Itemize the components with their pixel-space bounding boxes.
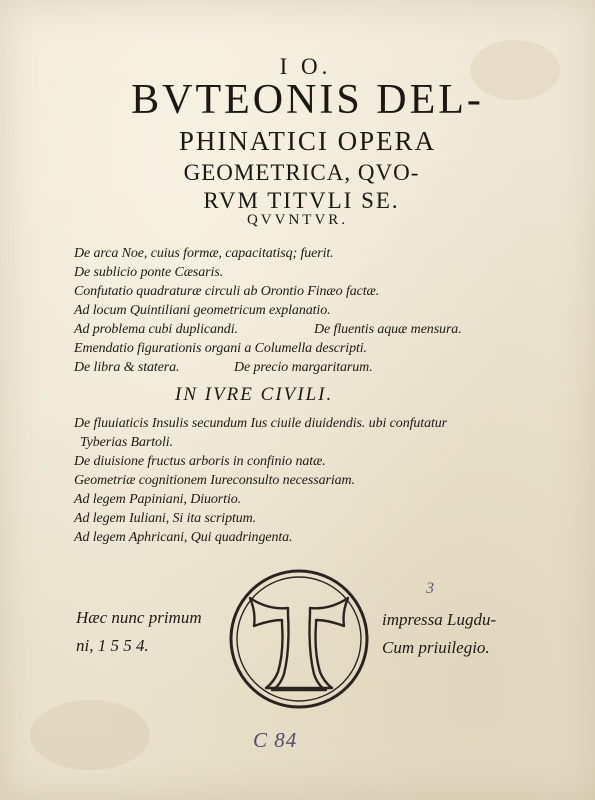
handwritten-mark: 3 [426, 580, 434, 597]
contents-list [74, 244, 554, 377]
list-item-pair [74, 320, 554, 339]
title-line-geometrica: GEOMETRICA, QVO- [183, 160, 420, 185]
list-item: De fluentis aquæ mensura. [314, 322, 462, 337]
imprint-right-line: impressa Lugdu- [382, 610, 497, 629]
imprint-date-line: ni, 1 5 5 4. [76, 636, 149, 655]
privilege-line: Cum priuilegio. [382, 638, 490, 657]
list-item: De arca Noe, cuius formæ, capacitatisq; fuerit. [74, 246, 334, 261]
title-line-opera: PHINATICI OPERA [178, 126, 437, 156]
list-item: Ad legem Papiniani, Diuortio. [74, 492, 242, 507]
list-item: Geometriæ cognitionem Iureconsulto necessariam. [74, 473, 355, 488]
paper-stain [30, 700, 150, 770]
title-line-tituli: RVM TITVLI SE. [203, 188, 400, 213]
author-initials: I O. [279, 54, 332, 79]
list-item-pair [74, 358, 554, 377]
list-item: De diuisione fructus arboris in confinio natæ. [74, 454, 326, 469]
title-line-author: BVTEONIS DEL- [131, 77, 484, 123]
tau-cross-emblem-icon [228, 568, 370, 710]
handwritten-shelfmark: C 84 [253, 728, 298, 752]
list-item: Tyberias Bartoli. [80, 435, 173, 450]
imprint-right [382, 606, 496, 662]
section-heading-civil-law: IN IVRE CIVILI. [175, 384, 334, 405]
list-item: De precio margaritarum. [234, 360, 373, 375]
title-line-sequuntur: QVVNTVR. [246, 212, 349, 228]
list-item: Confutatio quadraturæ circuli ab Orontio Finæo factæ. [74, 284, 380, 299]
list-item: De sublicio ponte Cæsaris. [74, 265, 224, 280]
list-item: De fluuiaticis Insulis secundum Ius ciuile diuidendis. ubi confutatur [74, 416, 448, 431]
list-item: De libra & statera. [74, 360, 180, 375]
list-item: Emendatio figurationis organi a Columella descripti. [74, 341, 367, 356]
imprint-left [76, 604, 202, 660]
list-item: Ad locum Quintiliani geometricum explanatio. [74, 303, 331, 318]
imprint-left-line: Hæc nunc primum [76, 608, 202, 627]
list-item: Ad problema cubi duplicandi. [74, 322, 238, 337]
civil-law-list [74, 414, 554, 547]
list-item: Ad legem Aphricani, Qui quadringenta. [74, 530, 293, 545]
list-item: Ad legem Iuliani, Si ita scriptum. [74, 511, 257, 526]
